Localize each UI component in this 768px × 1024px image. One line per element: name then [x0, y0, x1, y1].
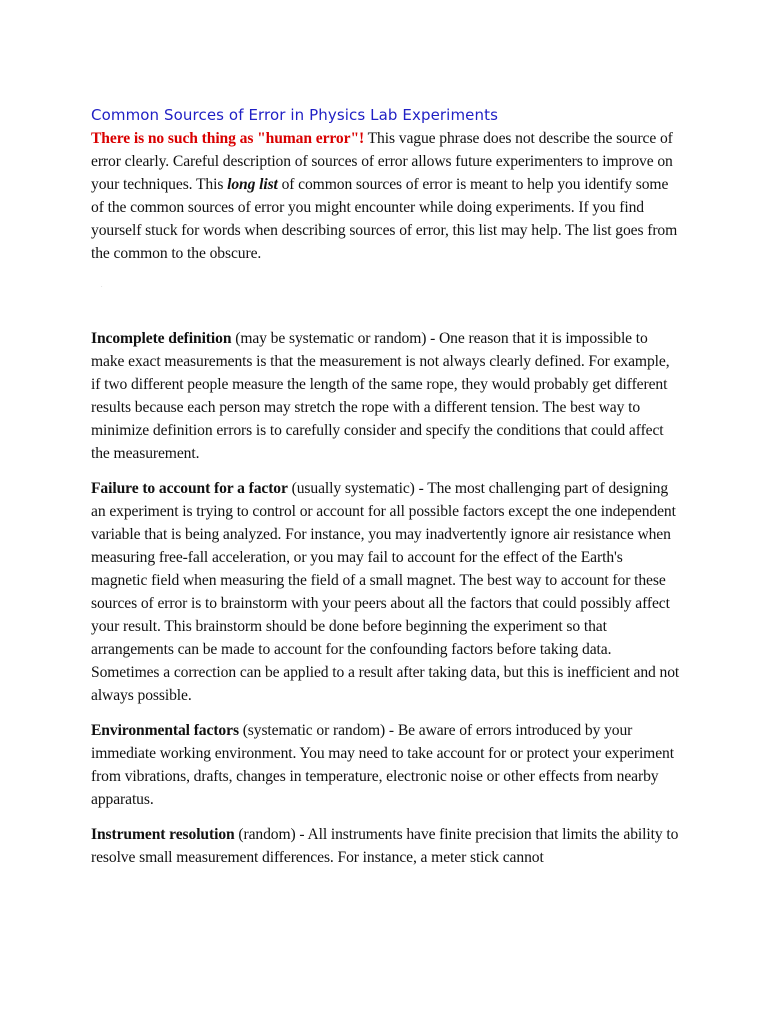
intro-highlight: There is no such thing as "human error"!	[91, 130, 365, 147]
intro-text-part-1: This vague phrase does not describe the source of error clearly. Careful description of sources of error allows future experimenters to improve on your techniques. This	[91, 130, 673, 193]
intro-text-part-2: of common sources of error is meant to help you identify some of the common sources of error you might encounter while doing experiments. If you find yourself stuck for words when describing sources of error, this list may help. The list goes from the common to the obscure.	[91, 176, 678, 262]
intro-paragraph	[91, 127, 681, 265]
entry-description: (usually systematic) - The most challenging part of designing an experiment is trying to control or account for all possible factors except the one independent variable that is being analyzed. For instance, you may inadvertently ignore air resistance when measuring free-fall acceleration, or you may fail to account for the effect of the Earth's magnetic field when measuring the field of a small magnet. The best way to account for these sources of error is to brainstorm with your peers about all the factors that could possibly affect your result. This brainstorm should be done before beginning the experiment so that arrangements can be made to account for the confounding factors before taking data. Sometimes a correction can be applied to a result after taking data, but this is inefficient and not always possible.	[91, 480, 680, 704]
spacer	[91, 265, 681, 327]
entry-description: (systematic or random) - Be aware of errors introduced by your immediate working environment. You may need to take account for or protect your experiment from vibrations, drafts, changes in temperature, electronic noise or other effects from nearby apparatus.	[91, 722, 674, 808]
error-entry-incomplete-definition	[91, 327, 681, 465]
intro-emphasis: long list	[227, 176, 278, 193]
document-title: Common Sources of Error in Physics Lab Experiments	[91, 106, 498, 124]
entry-description: (random) - All instruments have finite precision that limits the ability to resolve small measurement differences. For instance, a meter stick cannot	[91, 826, 679, 866]
error-entry-environmental-factors	[91, 719, 681, 811]
entry-description: (may be systematic or random) - One reason that it is impossible to make exact measurements is that the measurement is not always clearly defined. For example, if two different people measure the length of the same rope, they would probably get different results because each person may stretch the rope with a different tension. The best way to minimize definition errors is to carefully consider and specify the conditions that could affect the measurement.	[91, 330, 670, 462]
document-page	[91, 104, 681, 881]
entry-term: Environmental factors	[91, 722, 239, 739]
error-entry-failure-to-account	[91, 477, 681, 707]
entry-term: Failure to account for a factor	[91, 480, 288, 497]
stray-mark: .	[101, 283, 103, 289]
entry-term: Incomplete definition	[91, 330, 232, 347]
entry-term: Instrument resolution	[91, 826, 235, 843]
error-entry-instrument-resolution	[91, 823, 681, 869]
